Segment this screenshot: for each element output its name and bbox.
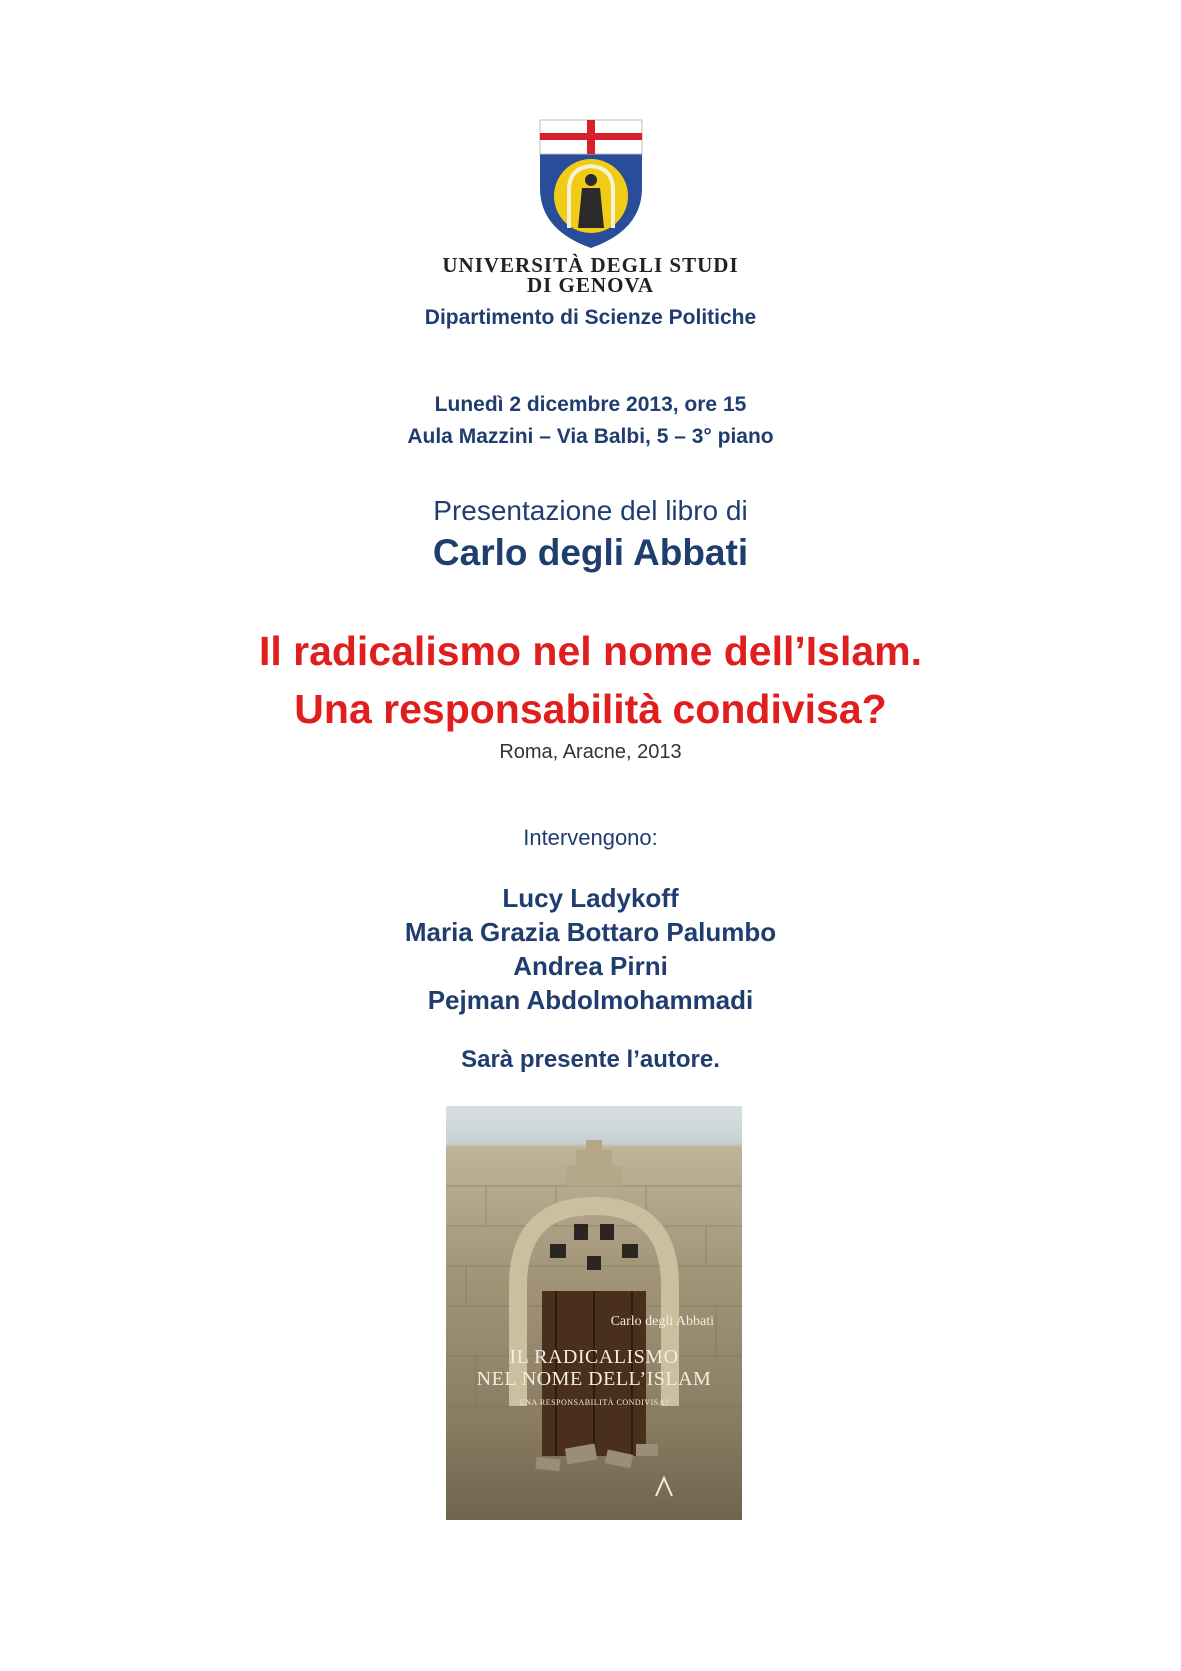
university-crest-logo xyxy=(536,118,646,250)
book-author: Carlo degli Abbati xyxy=(432,532,749,573)
cover-author: Carlo degli Abbati xyxy=(610,1314,714,1329)
speaker-name: Lucy Ladykoff xyxy=(502,883,679,913)
department-name: Dipartimento di Scienze Politiche xyxy=(424,306,757,329)
speakers-label: Intervengono: xyxy=(523,825,658,850)
cover-title-line2: NEL NOME DELL’ISLAM xyxy=(476,1368,712,1390)
event-location: Aula Mazzini – Via Balbi, 5 – 3° piano xyxy=(407,425,774,448)
book-publication: Roma, Aracne, 2013 xyxy=(499,741,682,763)
cover-subtitle: UNA RESPONSABILITÀ CONDIVISA? xyxy=(518,1398,670,1407)
university-name-line1: UNIVERSITÀ DEGLI STUDI xyxy=(442,253,739,277)
cover-title-line1: IL RADICALISMO xyxy=(509,1346,679,1368)
speaker-name: Maria Grazia Bottaro Palumbo xyxy=(404,917,777,947)
book-title-line2: Una responsabilità condivisa? xyxy=(294,686,887,732)
event-date-time: Lunedì 2 dicembre 2013, ore 15 xyxy=(434,393,747,416)
book-title-line1: Il radicalismo nel nome dell’Islam. xyxy=(258,628,923,674)
speaker-name: Pejman Abdolmohammadi xyxy=(427,985,754,1015)
cover-illustration xyxy=(446,1106,742,1520)
author-present-note: Sarà presente l’autore. xyxy=(461,1046,720,1073)
university-name-line2: DI GENOVA xyxy=(526,273,655,297)
book-cover-image xyxy=(446,1106,742,1520)
presentation-intro: Presentazione del libro di xyxy=(433,495,748,526)
speaker-name: Andrea Pirni xyxy=(513,951,668,981)
